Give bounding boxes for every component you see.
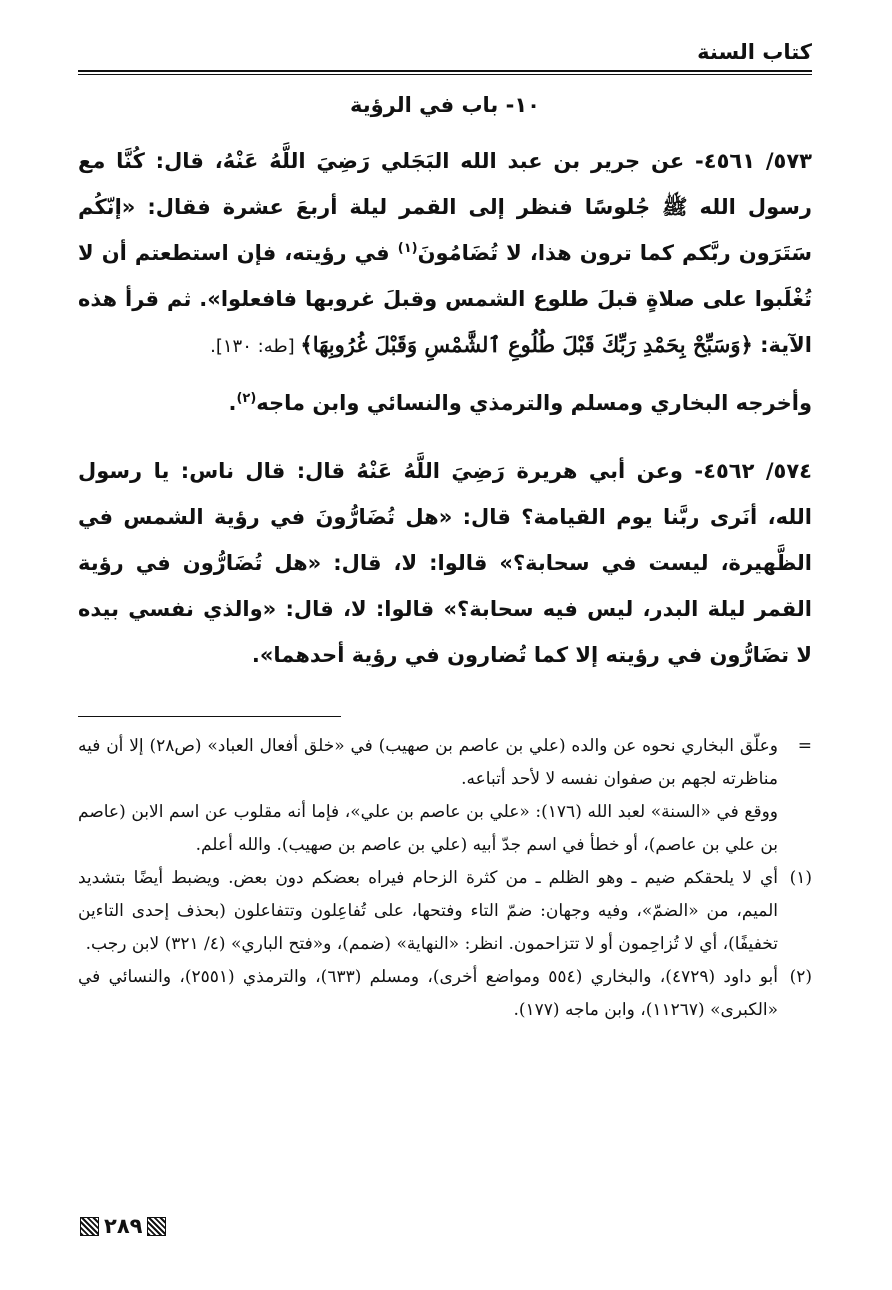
footnote-marker: (٢) — [789, 967, 812, 987]
running-head: كتاب السنة — [697, 40, 812, 64]
footnotes — [78, 730, 812, 1027]
hadith-number: ٥٧٤/ ٤٥٦٢ — [703, 459, 812, 483]
checkered-square-icon — [80, 1217, 99, 1236]
page-number-block — [80, 1213, 166, 1239]
quran-reference: [طه: ١٣٠]. — [210, 336, 301, 357]
hadith-573 — [78, 138, 812, 370]
quran-verse: ﴿وَسَبِّحْ بِحَمْدِ رَبِّكَ قَبْلَ طُلُوعِ ٱلشَّمْسِ وَقَبْلَ غُرُوبِهَا﴾ — [300, 332, 753, 357]
hadith-text: - عن جرير بن عبد الله البَجَلي رَضِيَ اللَّهُ عَنْهُ، قال: كُنَّا مع رسول الله ﷺ جُلوسًا فنظر إلى القمر ليلة أربعَ عشرة فقال: «إنّكُم سَتَرَون ربَّكم كما ترون هذا، لا تُضَامُونَ — [78, 149, 812, 265]
takhrij-end: . — [228, 391, 237, 415]
footnote-1 — [78, 862, 812, 961]
hadith-text: في رؤيته، فإن استطعتم أن لا تُغْلَبوا على صلاةٍ قبلَ طلوع الشمس وقبلَ غروبها فافعلوا». ثم قرأ هذه الآية: — [78, 241, 812, 357]
hadith-text: - وعن أبي هريرة رَضِيَ اللَّهُ عَنْهُ قال: قال ناس: يا رسول الله، أنَرى ربَّنا يوم القيامة؟ قال: «هل تُضَارُّونَ في رؤية الشمس في الظَّهيرة، ليست في سحابة؟» قالوا: لا، قال: «هل تُضَارُّون في رؤية القمر ليلة البدر، ليس فيه سحابة؟» قالوا: لا، قال: «والذي نفسي بيده لا تضَارُّون في رؤيته إلا كما تُضارون في رؤية أحدهما». — [78, 459, 812, 667]
book-page — [78, 30, 812, 1270]
footnote-text: أي لا يلحقكم ضيم ـ وهو الظلم ـ من كثرة الزحام فيراه بعضكم دون بعض. ويضبط أيضًا بتشديد الميم، من «الضمّ»، وفيه وجهان: ضمّ التاء وفتحها، على تُفاعِلون وتتفاعلون (بحذف إحدى التاءين تخفيفًا)، أي لا تُزاحِمون أو لا تتزاحمون. انظر: «النهاية» (ضمم)، و«فتح الباري» (٤/ ٣٢١) لابن رجب. — [78, 868, 778, 954]
footnote-2 — [78, 961, 812, 1027]
footnote-ref[interactable]: (٢) — [236, 391, 257, 406]
footnote-text: أبو داود (٤٧٢٩)، والبخاري (٥٥٤ ومواضع أخرى)، ومسلم (٦٣٣)، والترمذي (٢٥٥١)، والنسائي في «الكبرى» (١١٢٦٧)، وابن ماجه (١٧٧). — [78, 967, 778, 1020]
footnote-continuation-2: ووقع في «السنة» لعبد الله (١٧٦): «علي بن عاصم بن علي»، فإما أنه مقلوب عن اسم الابن (عاصم بن علي بن عاصم)، أو خطأ في اسم جدّ أبيه (علي بن عاصم بن صهيب). والله أعلم. — [78, 802, 779, 855]
takhrij-573 — [78, 380, 812, 426]
footnote-continuation — [78, 730, 812, 796]
chapter-title: ١٠- باب في الرؤية — [350, 93, 540, 117]
page-number: ٢٨٩ — [104, 1214, 143, 1238]
main-text — [78, 138, 812, 678]
footnote-marker: (١) — [789, 868, 812, 888]
takhrij-text: وأخرجه البخاري ومسلم والترمذي والنسائي وابن ماجه — [256, 391, 812, 415]
footnote-ref[interactable]: (١) — [397, 241, 418, 256]
hadith-number: ٥٧٣/ ٤٥٦١ — [703, 149, 812, 173]
hadith-574 — [78, 448, 812, 678]
header-rule — [78, 70, 812, 72]
checkered-square-icon — [147, 1217, 166, 1236]
footnote-text: وعلّق البخاري نحوه عن والده (علي بن عاصم بن صهيب) في «خلق أفعال العباد» (ص٢٨) إلا أن فيه مناظرته لجهم بن صفوان نفسه لا لأحد أتباعه. — [78, 736, 778, 789]
continuation-marker: = — [797, 736, 812, 756]
footnote-rule — [78, 716, 341, 717]
header-rule-thin — [78, 74, 812, 75]
